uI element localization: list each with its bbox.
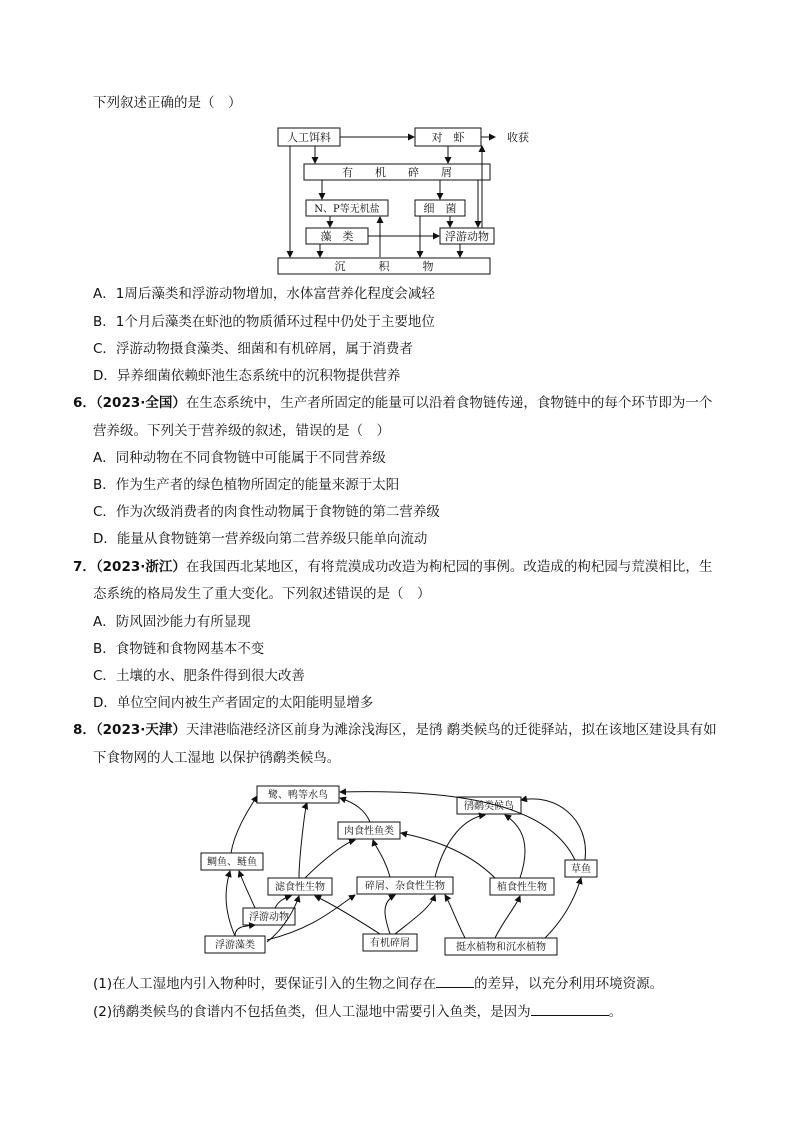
answer-blank-1[interactable] xyxy=(436,973,474,988)
q7-option-c: C．土壤的水、肥条件得到很大改善 xyxy=(93,668,305,684)
node-algae: 藻 类 xyxy=(320,230,354,243)
q6-option-b: B．作为生产者的绿色植物所固定的能量来源于太阳 xyxy=(93,477,400,493)
q5-option-c: C．浮游动物摄食藻类、细菌和有机碎屑，属于消费者 xyxy=(93,341,413,357)
q7-option-d: D．单位空间内被生产者固定的太阳能明显增多 xyxy=(93,695,374,711)
q6-option-d: D．能量从食物链第一营养级向第二营养级只能单向流动 xyxy=(93,531,428,547)
q6-stem-line2: 营养级。下列关于营养级的叙述，错误的是（ ） xyxy=(93,423,390,439)
node-sediment: 沉 积 物 xyxy=(334,260,434,273)
q7-option-b: B．食物链和食物网基本不变 xyxy=(93,641,265,657)
q6-option-c: C．作为次级消费者的肉食性动物属于食物链的第二营养级 xyxy=(93,504,440,520)
node-egret: 鹭、鸭等水鸟 xyxy=(268,790,328,801)
node-salts: N、P等无机盐 xyxy=(314,204,380,215)
node-debris: 有 机 碎 屑 xyxy=(342,166,452,179)
node-omnivores: 碎屑、杂食性生物 xyxy=(365,881,445,892)
q7-option-a: A．防风固沙能力有所显现 xyxy=(93,614,251,630)
q5-option-d: D．异养细菌依赖虾池生态系统中的沉积物提供营养 xyxy=(93,368,401,384)
shrimp-pond-diagram xyxy=(270,120,540,280)
node-herbivores: 植食性生物 xyxy=(497,882,547,893)
q7-stem-line1: 7．（2023·浙江）在我国西北某地区，有将荒漠成功改造为枸杞园的事例。改造成的枸杞园与荒漠相比，生 xyxy=(73,559,713,575)
node-organic-debris: 有机碎屑 xyxy=(370,938,410,949)
q8-stem-line2: 下食物网的人工湿地 以保护鸻鹬类候鸟。 xyxy=(93,750,341,766)
node-filter-feeders: 滤食性生物 xyxy=(275,882,325,893)
node-carnivorous-fish: 肉食性鱼类 xyxy=(344,826,394,837)
node-bacteria: 细 菌 xyxy=(423,202,457,215)
q8-sub1: (1)在人工湿地内引入物种时，要保证引入的生物之间存在 的差异，以充分利用环境资源。 xyxy=(93,973,663,994)
food-web-diagram xyxy=(195,778,605,958)
node-zooplankton: 浮游动物 xyxy=(249,912,289,923)
q5-option-a: A．1周后藻类和浮游动物增加，水体富营养化程度会减轻 xyxy=(93,286,435,302)
q8-sub2: (2)鸻鹬类候鸟的食谱内不包括鱼类，但人工湿地中需要引入鱼类，是因为 。 xyxy=(93,1001,622,1022)
node-phytoplankton: 浮游藻类 xyxy=(215,940,255,951)
question-intro: 下列叙述正确的是（ ） xyxy=(93,95,242,111)
q5-option-b: B．1个月后藻类在虾池的物质循环过程中仍处于主要地位 xyxy=(93,314,435,330)
node-feed: 人工饵料 xyxy=(287,131,331,144)
node-harvest: 收获 xyxy=(507,131,529,144)
answer-blank-2[interactable] xyxy=(531,1001,609,1016)
q7-stem-line2: 态系统的格局发生了重大变化。下列叙述错误的是（ ） xyxy=(93,586,431,602)
node-plover: 鸻鹬类候鸟 xyxy=(464,801,514,812)
q8-stem-line1: 8．（2023·天津）天津港临港经济区前身为滩涂浅海区，是鸻 鹬类候鸟的迁徙驿站，拟在该地区建设具有如 xyxy=(73,722,717,738)
q6-option-a: A．同种动物在不同食物链中可能属于不同营养级 xyxy=(93,450,386,466)
node-zooplankton: 浮游动物 xyxy=(445,230,489,243)
node-grass-carp: 草鱼 xyxy=(571,864,591,875)
q6-stem-line1: 6．（2023·全国）在生态系统中，生产者所固定的能量可以沿着食物链传递，食物链中的每个环节即为一个 xyxy=(73,395,713,411)
node-shrimp: 对 虾 xyxy=(431,131,465,144)
node-silver-carp: 鲷鱼、鲢鱼 xyxy=(207,857,257,868)
node-aquatic-plants: 挺水植物和沉水植物 xyxy=(456,942,546,953)
